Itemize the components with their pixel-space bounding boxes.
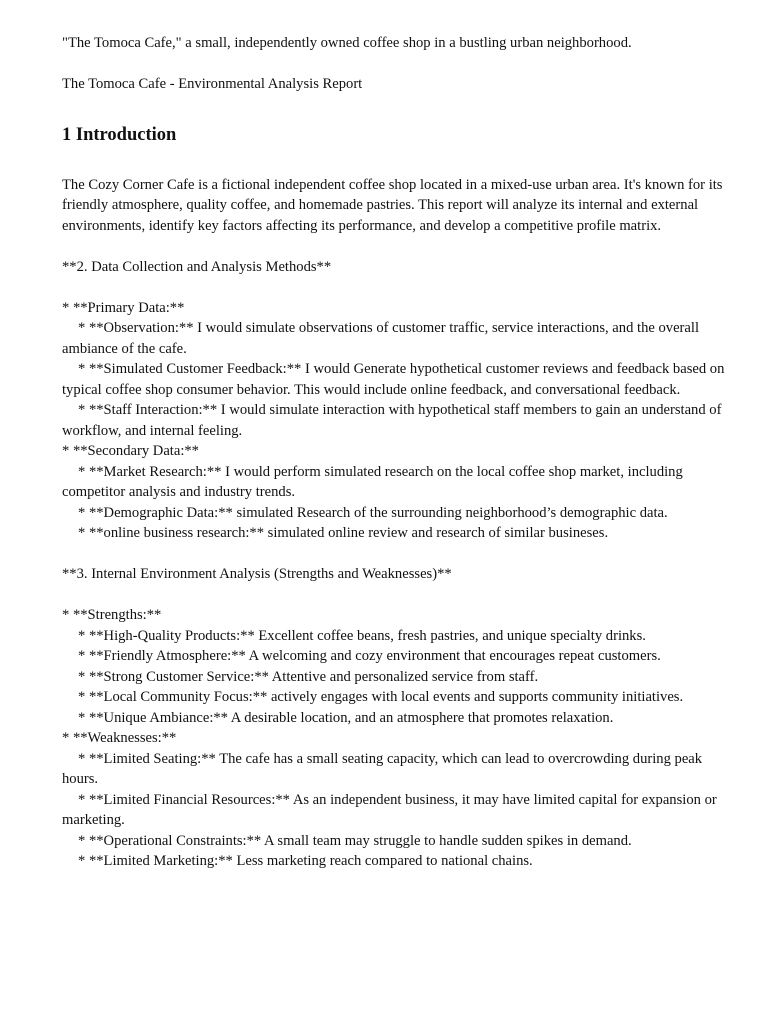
- introduction-paragraph: The Cozy Corner Cafe is a fictional independent coffee shop located in a mixed-use urban area. It's known for its friendly atmosphere, quality coffee, and homemade pastries. This report will analyze its internal and external environments, identify key factors affecting its performance, and develop a competitive profile matrix.: [62, 176, 723, 234]
- list-item: * **Staff Interaction:** I would simulate interaction with hypothetical staff members to gain an understand of workflow, and internal feeling.: [62, 402, 722, 439]
- list-item: * **Demographic Data:** simulated Research of the surrounding neighborhood’s demographic data.: [78, 504, 668, 521]
- list-item: * **Operational Constraints:** A small team may struggle to handle sudden spikes in demand.: [78, 832, 632, 849]
- list-item: * **Local Community Focus:** actively engages with local events and supports community initiatives.: [78, 689, 684, 705]
- list-item: * **Unique Ambiance:** A desirable location, and an atmosphere that promotes relaxation.: [78, 709, 614, 726]
- internal-analysis-list: [62, 605, 726, 872]
- list-item: * **Simulated Customer Feedback:** I would Generate hypothetical customer reviews and feedback based on typical coffee shop consumer behavior. This would include online feedback, and conversational feedback.: [62, 361, 725, 398]
- list-item: * **Limited Seating:** The cafe has a small seating capacity, which can lead to overcrowding during peak hours.: [62, 750, 703, 787]
- list-item: * **Strong Customer Service:** Attentive and personalized service from staff.: [78, 668, 539, 685]
- preamble-text: "The Tomoca Cafe," a small, independently owned coffee shop in a bustling urban neighborhood.: [62, 35, 632, 51]
- section-heading-internal-analysis: **3. Internal Environment Analysis (Strengths and Weaknesses)**: [62, 566, 452, 582]
- list-item: * **Strengths:**: [62, 607, 162, 623]
- data-collection-list: [62, 298, 726, 544]
- list-item: * **Limited Marketing:** Less marketing reach compared to national chains.: [78, 853, 533, 869]
- list-item: * **Primary Data:**: [62, 299, 185, 316]
- document-page: [62, 33, 726, 872]
- section-heading-data-collection: **2. Data Collection and Analysis Methods**: [62, 258, 332, 275]
- list-item: * **Observation:** I would simulate observations of customer traffic, service interactions, and the overall ambiance of the cafe.: [62, 320, 700, 357]
- report-title: The Tomoca Cafe - Environmental Analysis Report: [62, 76, 363, 92]
- list-item: * **Limited Financial Resources:** As an independent business, it may have limited capital for expansion or marketing.: [62, 791, 717, 828]
- list-item: * **Weaknesses:**: [62, 730, 177, 746]
- list-item: * **Friendly Atmosphere:** A welcoming and cozy environment that encourages repeat customers.: [78, 648, 661, 664]
- section-heading-introduction: 1 Introduction: [62, 124, 177, 145]
- list-item: * **High-Quality Products:** Excellent coffee beans, fresh pastries, and unique specialty drinks.: [78, 627, 646, 644]
- list-item: * **Secondary Data:**: [62, 443, 199, 459]
- list-item: * **online business research:** simulated online review and research of similar busineses.: [78, 525, 609, 541]
- list-item: * **Market Research:** I would perform simulated research on the local coffee shop market, including competitor analysis and industry trends.: [62, 463, 683, 500]
